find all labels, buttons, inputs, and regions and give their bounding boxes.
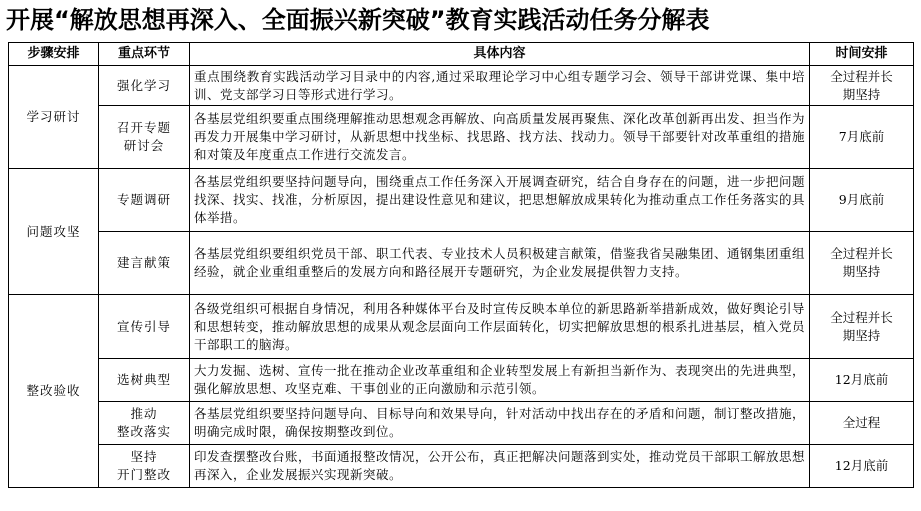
- time-text: 全过程: [842, 415, 881, 430]
- time-cell: [810, 445, 914, 488]
- content-cell: 各基层党组织要组织党员干部、职工代表、专业技术人员积极建言献策，借鉴我省吴融集团、通钢集团重组经验，就企业重组重整后的发展方向和路径展开专题研究，为企业发展提供智力支持。: [190, 232, 810, 295]
- time-cell: [810, 402, 914, 445]
- key-cell: [99, 445, 190, 488]
- time-text: 12月底前: [834, 458, 889, 473]
- header-content: 具体内容: [190, 43, 810, 66]
- time-cell: [810, 359, 914, 402]
- header-step: 步骤安排: [9, 43, 99, 66]
- time-cell: [810, 295, 914, 359]
- key-text: 专题调研: [116, 192, 171, 207]
- time-text: 全过程并长: [830, 246, 893, 261]
- key-text: 开门整改: [116, 467, 171, 482]
- time-cell: [810, 66, 914, 106]
- time-text: 期坚持: [842, 264, 881, 279]
- content-cell: 大力发掘、选树、宣传一批在推动企业改革重组和企业转型发展上有新担当新作为、表现突出的先进典型，强化解放思想、攻坚克难、干事创业的正向激励和示范引领。: [190, 359, 810, 402]
- key-text: 选树典型: [116, 372, 171, 387]
- key-cell: [99, 402, 190, 445]
- key-text: 整改落实: [116, 424, 171, 439]
- table-row: [9, 169, 914, 232]
- key-cell: [99, 232, 190, 295]
- key-text: 坚持: [130, 449, 158, 464]
- content-cell: 重点围绕教育实践活动学习目录中的内容,通过采取理论学习中心组专题学习会、领导干部讲党课、集中培训、党支部学习日等形式进行学习。: [190, 66, 810, 106]
- content-cell: 各级党组织可根据自身情况，利用各种媒体平台及时宣传反映本单位的新思路新举措新成效，做好舆论引导和思想转变，推动解放思想的成果从观念层面向工作层面转化，切实把解放思想的根系扎进基层，植入党员干部职工的脑海。: [190, 295, 810, 359]
- key-cell: [99, 169, 190, 232]
- time-cell: [810, 232, 914, 295]
- key-cell: [99, 359, 190, 402]
- table-row: [9, 232, 914, 295]
- header-time: 时间安排: [810, 43, 914, 66]
- table-row: [9, 66, 914, 106]
- time-text: 期坚持: [842, 86, 881, 102]
- time-text: 期坚持: [842, 327, 881, 343]
- table-row: [9, 295, 914, 359]
- time-cell: [810, 169, 914, 232]
- table-row: [9, 359, 914, 402]
- header-row: [9, 43, 914, 66]
- time-cell: [810, 106, 914, 169]
- key-text: 强化学习: [116, 77, 171, 93]
- table-row: [9, 106, 914, 169]
- step-cell: 整改验收: [9, 295, 99, 488]
- content-cell: 各基层党组织要重点围绕理解推动思想观念再解放、向高质量发展再聚焦、深化改革创新再出发、担当作为再发力开展集中学习研讨，从新思想中找坐标、找思路、找方法、找动力。领导干部要针对改革重组的措施和对策及年度重点工作进行交流发言。: [190, 106, 810, 169]
- step-cell: 学习研讨: [9, 66, 99, 169]
- time-text: 全过程并长: [830, 309, 893, 325]
- key-cell: [99, 106, 190, 169]
- key-text: 建言献策: [116, 255, 171, 270]
- document-title: 开展“解放思想再深入、全面振兴新突破”教育实践活动任务分解表: [6, 6, 710, 34]
- key-cell: [99, 295, 190, 359]
- table-row: [9, 445, 914, 488]
- key-text: 召开专题: [116, 120, 171, 135]
- content-cell: 各基层党组织要坚持问题导向，围绕重点工作任务深入开展调查研究，结合自身存在的问题，进一步把问题找深、找实、找准，分析原因，提出建设性意见和建议，把思想解放成果转化为推动重点工作任务落实的具体举措。: [190, 169, 810, 232]
- time-text: 9月底前: [838, 192, 885, 207]
- task-table: [8, 42, 914, 488]
- header-key: 重点环节: [99, 43, 190, 66]
- table-row: [9, 402, 914, 445]
- key-text: 研讨会: [123, 138, 165, 153]
- time-text: 7月底前: [838, 129, 885, 144]
- time-text: 12月底前: [834, 372, 889, 387]
- key-text: 宣传引导: [116, 318, 171, 334]
- key-text: 推动: [130, 406, 158, 421]
- key-cell: [99, 66, 190, 106]
- time-text: 全过程并长: [830, 68, 893, 84]
- content-cell: 各基层党组织要坚持问题导向、目标导向和效果导向，针对活动中找出存在的矛盾和问题，制订整改措施，明确完成时限，确保按期整改到位。: [190, 402, 810, 445]
- step-cell: 问题攻坚: [9, 169, 99, 295]
- content-cell: 印发查摆整改台账，书面通报整改情况，公开公布，真正把解决问题落到实处，推动党员干部职工解放思想再深入，企业发展振兴实现新突破。: [190, 445, 810, 488]
